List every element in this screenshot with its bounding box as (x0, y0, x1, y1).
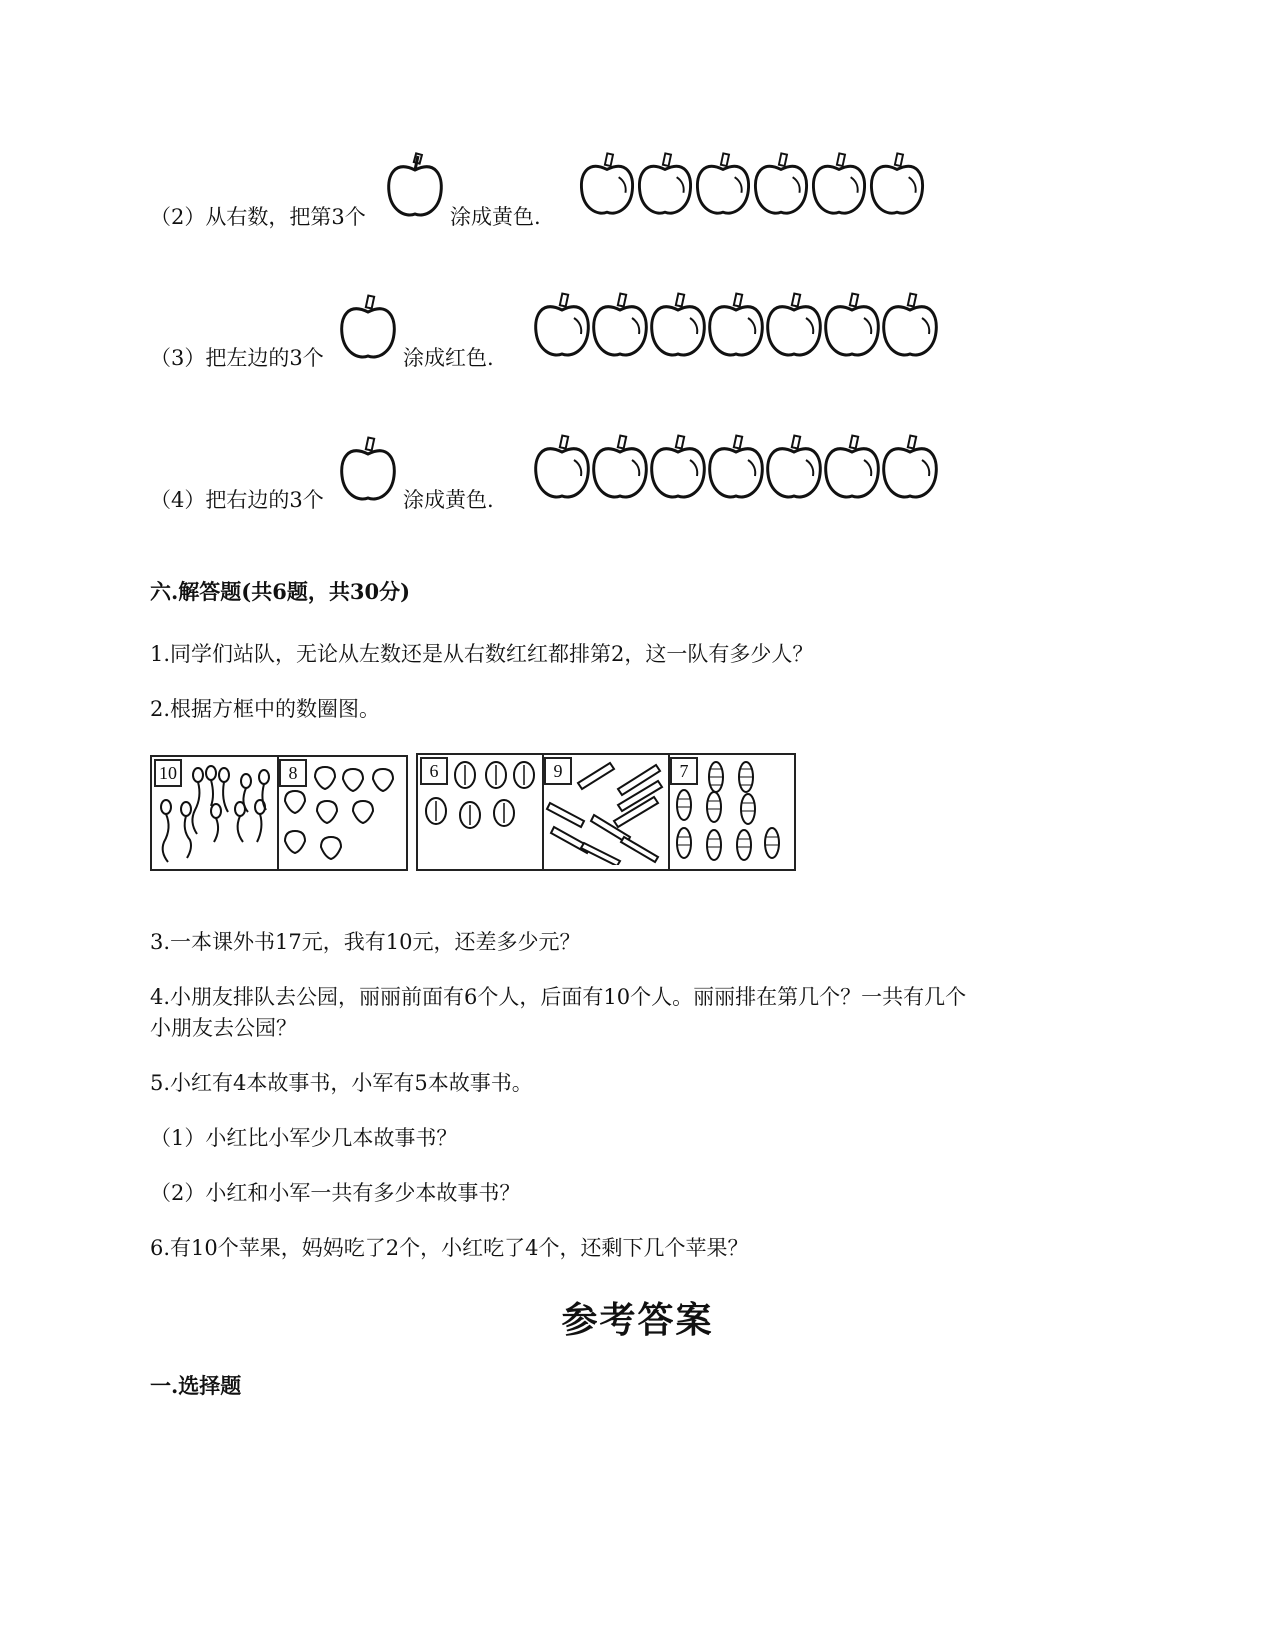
question-4-line-2: 小朋友去公园？ (150, 1016, 297, 1040)
apple-icon (706, 290, 766, 360)
apple-icon (809, 150, 869, 218)
question-6: 6.有10个苹果，妈妈吃了2个，小红吃了4个，还剩下几个苹果？ (150, 1236, 749, 1260)
coloring-item-3-suffix: 涂成红色. (403, 346, 494, 370)
answers-section-heading: 一.选择题 (150, 1373, 242, 1398)
coloring-item-4-prefix: （4）把右边的3个 (150, 488, 324, 512)
apple-icon (880, 290, 940, 360)
count-label: 6 (420, 757, 448, 785)
coloring-item-2-suffix: 涂成黄色. (450, 205, 541, 229)
picture-cell-cabbages (418, 755, 544, 869)
picture-cell-strawberries (277, 757, 404, 869)
count-label: 9 (544, 757, 572, 785)
apple-icon (385, 150, 445, 220)
answers-title: 参考答案 (561, 1299, 714, 1341)
apple-icon (577, 150, 637, 218)
coloring-item-4-suffix: 涂成黄色. (403, 488, 494, 512)
picture-box-right (416, 753, 796, 871)
question-1: 1.同学们站队，无论从左数还是从右数红红都排第2，这一队有多少人？ (150, 642, 814, 666)
section-heading: 六.解答题(共6题，共30分) (150, 579, 411, 604)
apple-icon (338, 434, 398, 504)
apple-row-item-2 (577, 150, 925, 218)
question-4-line-1: 4.小朋友排队去公园，丽丽前面有6个人，后面有10个人。丽丽排在第几个？一共有几个 (150, 985, 967, 1009)
apple-icon (532, 290, 592, 360)
count-label: 10 (154, 759, 182, 787)
question-5-sub-1: （1）小红比小军少几本故事书？ (150, 1126, 458, 1150)
coloring-item-2-prefix: （2）从右数，把第3个 (150, 205, 366, 229)
apple-icon (764, 290, 824, 360)
apple-icon (764, 432, 824, 502)
apple-icon (338, 292, 398, 362)
apple-row-item-3 (532, 290, 938, 360)
apple-icon (822, 290, 882, 360)
apple-icon (693, 150, 753, 218)
apple-icon (706, 432, 766, 502)
question-5: 5.小红有4本故事书，小军有5本故事书。 (150, 1071, 533, 1095)
question-3: 3.一本课外书17元，我有10元，还差多少元？ (150, 930, 581, 954)
apple-icon (822, 432, 882, 502)
count-label: 7 (670, 757, 698, 785)
picture-box-left (150, 755, 408, 871)
corn-icon (670, 759, 790, 865)
balloon-icon (156, 763, 274, 867)
apple-icon (648, 290, 708, 360)
picture-cell-balloons (152, 757, 279, 869)
question-2: 2.根据方框中的数圈图。 (150, 697, 381, 721)
picture-cell-pencils (542, 755, 670, 869)
apple-icon (590, 432, 650, 502)
apple-icon (648, 432, 708, 502)
apple-icon (867, 150, 927, 218)
strawberry-icon (279, 761, 401, 865)
picture-cell-corn (668, 755, 792, 869)
apple-icon (880, 432, 940, 502)
count-label: 8 (279, 759, 307, 787)
pencil-icon (544, 759, 666, 865)
apple-row-item-4 (532, 432, 938, 502)
coloring-item-3-prefix: （3）把左边的3个 (150, 346, 324, 370)
cabbage-icon (420, 759, 540, 865)
apple-icon (635, 150, 695, 218)
apple-icon (532, 432, 592, 502)
question-5-sub-2: （2）小红和小军一共有多少本故事书？ (150, 1181, 521, 1205)
apple-icon (590, 290, 650, 360)
apple-icon (751, 150, 811, 218)
